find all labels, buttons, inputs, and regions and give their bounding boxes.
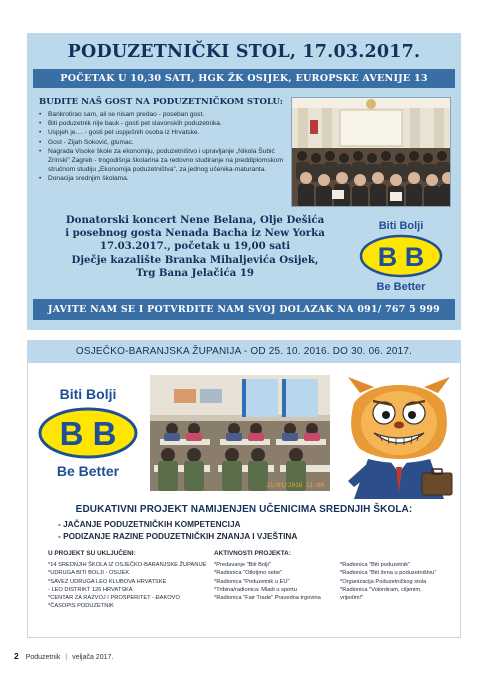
guest-item: • Biti poduzetnik nije bauk - gosti pet slavonskih poduzetnika.	[39, 119, 291, 128]
concert-line: i posebnog gosta Nenada Bacha iz New Yorka	[65, 227, 325, 240]
photo-timestamp: 21/01/2016 11:00	[266, 482, 324, 489]
logo-letters: B B	[59, 415, 117, 452]
classroom-illustration	[150, 375, 330, 491]
concert-line: 17.03.2017., početak u 19,00 sati	[99, 240, 291, 253]
list-item: *UDRUGA BITI BOLJI - OSIJEK	[48, 570, 130, 577]
education-project-title: EDUKATIVNI PROJEKT NAMIJENJEN UČENICIMA SREDNJIH ŠKOLA:	[75, 504, 413, 515]
list-item: *SAVEZ UDRUGA LEO KLUBOVA HRVATSKE	[48, 578, 167, 585]
magazine-name: Poduzetnik	[25, 654, 61, 661]
list-item: *Radionica "Poduzetnik u EU"	[214, 578, 290, 585]
logo-bottom-text: Be Better	[376, 281, 426, 293]
list-item: vrijedim!"	[340, 595, 364, 602]
conference-hall-illustration	[292, 98, 451, 207]
list-item: *Radionica "Otkrijmo sebe"	[214, 570, 283, 577]
list-item: *Radionica "Biti žena u poduzetništvu"	[340, 570, 437, 577]
guest-item: • Donacija srednjim školama.	[39, 174, 291, 183]
list-item: *ČASOPIS PODUZETNIK	[48, 603, 114, 610]
logo-letters: B B	[377, 242, 425, 272]
guest-heading: BUDITE NAŠ GOST NA PODUZETNIČKOM STOLU:	[39, 97, 283, 107]
participants-heading: U PROJEKT SU UKLJUČENI:	[48, 550, 136, 557]
list-item: *Tribina/radionica: Mladi u sportu	[214, 586, 297, 593]
activities-list-left	[214, 561, 338, 602]
project-period-bar: OSJEČKO-BARANJSKA ŽUPANIJA - OD 25. 10. 2016. DO 30. 06. 2017.	[28, 341, 460, 363]
guest-item: • Uspjeh je.... - gosti pet uspješnih osoba iz Hrvatske.	[39, 128, 291, 137]
list-item: *Organizacija Poduzetničkog stola	[340, 578, 427, 585]
list-item: - LEO DISTRIKT 126 HRVATSKA	[48, 586, 133, 593]
concert-line: Trg Bana Jelačića 19	[135, 266, 255, 279]
footer-separator: |	[65, 654, 68, 661]
education-goal: - JAČANJE PODUZETNIČKIH KOMPETENCIJA	[58, 519, 241, 529]
list-item: *Predavanje "Biti Bolji"	[214, 562, 271, 568]
classroom-photo	[150, 375, 330, 491]
rsvp-bar: JAVITE NAM SE I POTVRDITE NAM SVOJ DOLAZAK NA 091/ 767 5 999	[33, 299, 455, 320]
top-ad-subtitle-bar: POČETAK U 10,30 SATI, HGK ŽK OSIJEK, EUROPSKE AVENIJE 13	[33, 69, 455, 88]
list-item: *Radionica "Biti poduzetnik"	[340, 562, 411, 568]
lion-mascot-illustration	[340, 373, 458, 501]
page-footer	[14, 651, 113, 661]
list-item: *CENTAR ZA RAZVOJ I PROSPERITET - ĐAKOVO	[48, 595, 180, 602]
conference-hall-photo	[291, 97, 451, 207]
activities-list-right	[340, 561, 458, 602]
guest-item: • Gost - Zijah Soković, glumac.	[39, 138, 291, 147]
logo-bottom-text: Be Better	[56, 463, 120, 479]
education-goal: - PODIZANJE RAZINE PODUZETNIČKIH ZNANJA I VJEŠTINA	[58, 531, 298, 541]
list-item: *Radionica "Fair Trade" Pravedna trgovina	[214, 595, 321, 602]
top-ad-title: PODUZETNIČKI STOL, 17.03.2017.	[67, 42, 421, 62]
participants-list	[48, 561, 208, 611]
logo-top-text: Biti Bolji	[378, 220, 424, 232]
biti-bolji-logo	[357, 216, 445, 294]
list-item: *Radionica "Volontiram, ciljenim,	[340, 586, 422, 593]
guest-item: • Bankrotirao sam, ali se nisam predao - poseban gost.	[39, 110, 291, 119]
page-number: 2	[14, 651, 19, 661]
logo-top-text: Biti Bolji	[59, 386, 117, 402]
guest-list	[39, 110, 291, 184]
list-item: *14 SREDNJIH ŠKOLA IZ OSJEČKO-BARANJSKE ŽUPANIJE	[48, 562, 207, 568]
guest-item: • Nagrada Visoke škole za ekonomiju, poduzetništvo i upravljanje „Nikola Šubić Zrinski" Zagreb - trogodišnja školarina za redovno studiranje na preddiplomskom stručnom studiju „Ekonomija poduzetništva", za jednog učenika-maturanta.	[39, 147, 291, 175]
biti-bolji-logo	[36, 383, 140, 483]
issue-date: veljača 2017.	[72, 654, 114, 661]
concert-announcement	[35, 214, 355, 280]
activities-heading: AKTIVNOSTI PROJEKTA:	[214, 550, 291, 557]
top-advertisement	[27, 33, 461, 330]
concert-line: Donatorski koncert Nene Belana, Olje Dešića	[65, 214, 325, 226]
concert-line: Dječje kazalište Branka Mihaljevića Osijek,	[71, 253, 319, 266]
bottom-advertisement	[27, 340, 461, 638]
